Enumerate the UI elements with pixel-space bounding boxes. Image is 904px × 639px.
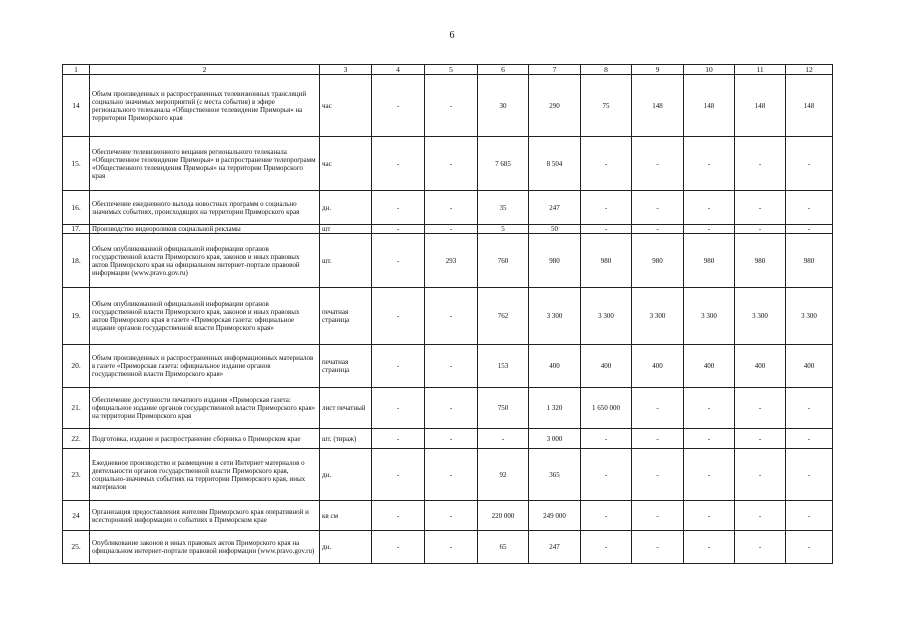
row-value: 8 504 — [529, 137, 581, 191]
row-value: 148 — [786, 75, 833, 137]
row-number: 19. — [63, 288, 90, 345]
row-number: 25. — [63, 531, 90, 564]
row-value: - — [425, 75, 478, 137]
page-number: 6 — [449, 30, 455, 41]
row-unit: час — [320, 137, 372, 191]
table-row — [63, 75, 833, 137]
row-value: 980 — [735, 234, 786, 288]
row-value: 75 — [581, 75, 632, 137]
row-value: 65 — [478, 531, 529, 564]
row-value: 365 — [529, 449, 581, 501]
row-description: Опубликование законов и иных правовых актов Приморского края на официальном интернет-портале правовой информации (www.pravo.gov.ru) — [90, 531, 320, 564]
row-value: - — [372, 449, 425, 501]
row-value: - — [425, 225, 478, 234]
row-description: Производство видеороликов социальной рекламы — [90, 225, 320, 234]
row-value: 3 300 — [684, 288, 735, 345]
row-value: - — [581, 501, 632, 531]
row-value: 1 320 — [529, 388, 581, 429]
row-number: 15. — [63, 137, 90, 191]
row-value: 750 — [478, 388, 529, 429]
row-value: 247 — [529, 191, 581, 225]
row-number: 21. — [63, 388, 90, 429]
row-value: - — [735, 501, 786, 531]
row-value: - — [478, 429, 529, 449]
table-row — [63, 388, 833, 429]
row-value: - — [372, 388, 425, 429]
row-value: - — [581, 137, 632, 191]
row-value: 148 — [735, 75, 786, 137]
row-value: - — [684, 191, 735, 225]
row-unit: шт. (тираж) — [320, 429, 372, 449]
row-value: 30 — [478, 75, 529, 137]
header-row — [63, 65, 833, 75]
row-number: 24 — [63, 501, 90, 531]
row-unit: час — [320, 75, 372, 137]
row-value: - — [786, 429, 833, 449]
column-header: 9 — [632, 65, 684, 75]
row-description: Подготовка, издание и распространение сборника о Приморском крае — [90, 429, 320, 449]
row-unit: дн. — [320, 531, 372, 564]
table-row — [63, 449, 833, 501]
row-value: - — [425, 501, 478, 531]
row-value: - — [786, 531, 833, 564]
row-description: Объем произведенных и распространенных телевизионных трансляций социально значимых мероприятий (с места события) в эфире регионального телеканала «Общественное телевидение Приморья» на территории Приморского края — [90, 75, 320, 137]
row-description: Объем опубликованной официальной информации органов государственной власти Приморского края, законов и иных правовых актов Приморского края на официальном интернет-портале правовой информации (www.pravo.gov.ru) — [90, 234, 320, 288]
row-value: 247 — [529, 531, 581, 564]
row-value: - — [735, 225, 786, 234]
row-value: - — [786, 388, 833, 429]
row-value: 220 000 — [478, 501, 529, 531]
row-value: 50 — [529, 225, 581, 234]
row-value: 400 — [786, 345, 833, 388]
row-number: 16. — [63, 191, 90, 225]
row-description: Объем опубликованной официальной информации органов государственной власти Приморского края, законов и иных правовых актов Приморского края в газете «Приморская газета: официальное издание органов государственной власти Приморского края» — [90, 288, 320, 345]
row-value: 3 300 — [786, 288, 833, 345]
row-value: 980 — [581, 234, 632, 288]
row-value: 7 685 — [478, 137, 529, 191]
row-value: - — [684, 225, 735, 234]
table-row — [63, 429, 833, 449]
column-header: 6 — [478, 65, 529, 75]
row-value: - — [425, 429, 478, 449]
row-value: - — [581, 531, 632, 564]
row-description: Ежедневное производство и размещение в сети Интернет материалов о деятельности органов государственной власти Приморского края, социально-значимых событиях на территории Приморского края, иных материалов — [90, 449, 320, 501]
row-value: - — [425, 388, 478, 429]
row-value: - — [581, 449, 632, 501]
row-number: 18. — [63, 234, 90, 288]
row-value: 148 — [684, 75, 735, 137]
row-value: - — [425, 345, 478, 388]
table-row — [63, 234, 833, 288]
row-value: 400 — [581, 345, 632, 388]
row-value: - — [735, 388, 786, 429]
row-value: 3 300 — [632, 288, 684, 345]
row-number: 22. — [63, 429, 90, 449]
row-value: 5 — [478, 225, 529, 234]
row-value: 400 — [632, 345, 684, 388]
row-value: 980 — [786, 234, 833, 288]
row-description: Обеспечение доступности печатного издания «Приморская газета: официальное издание органов государственной власти Приморского края» на территории Приморского края — [90, 388, 320, 429]
row-value: - — [425, 449, 478, 501]
column-header: 8 — [581, 65, 632, 75]
row-value: - — [372, 288, 425, 345]
row-value: - — [632, 137, 684, 191]
row-value: - — [372, 531, 425, 564]
row-value: - — [581, 225, 632, 234]
row-value: 249 000 — [529, 501, 581, 531]
row-value: 400 — [684, 345, 735, 388]
row-value: - — [425, 288, 478, 345]
row-value: 762 — [478, 288, 529, 345]
row-value: 400 — [529, 345, 581, 388]
row-value: - — [735, 531, 786, 564]
row-value: - — [425, 191, 478, 225]
table-row — [63, 137, 833, 191]
row-value: - — [372, 137, 425, 191]
row-number: 23. — [63, 449, 90, 501]
table-row — [63, 501, 833, 531]
column-header: 1 — [63, 65, 90, 75]
column-header: 2 — [90, 65, 320, 75]
row-value: - — [372, 225, 425, 234]
row-unit: дн. — [320, 449, 372, 501]
row-value: - — [425, 531, 478, 564]
row-value: - — [632, 501, 684, 531]
row-value: 293 — [425, 234, 478, 288]
row-number: 17. — [63, 225, 90, 234]
row-value: 3 300 — [529, 288, 581, 345]
row-number: 14 — [63, 75, 90, 137]
table-row — [63, 345, 833, 388]
row-value: - — [786, 501, 833, 531]
row-value: - — [684, 501, 735, 531]
row-value: - — [425, 137, 478, 191]
row-value: 400 — [735, 345, 786, 388]
row-value: 1 650 000 — [581, 388, 632, 429]
row-value: - — [786, 449, 833, 501]
row-description: Обеспечение ежедневного выхода новостных программ о социально значимых событиях, происходящих на территории Приморского края — [90, 191, 320, 225]
row-description: Обеспечение телевизионного вещания регионального телеканала «Общественное телевидение Приморья» и распространение телепрограмм «Общественного телевидения Приморья» на территории Приморского края — [90, 137, 320, 191]
row-value: - — [372, 75, 425, 137]
row-value: - — [632, 449, 684, 501]
row-value: - — [735, 449, 786, 501]
row-unit: дн. — [320, 191, 372, 225]
column-header: 12 — [786, 65, 833, 75]
column-header: 11 — [735, 65, 786, 75]
row-value: - — [632, 388, 684, 429]
row-value: 3 000 — [529, 429, 581, 449]
row-number: 20. — [63, 345, 90, 388]
row-value: 760 — [478, 234, 529, 288]
row-value: - — [372, 501, 425, 531]
row-value: - — [632, 429, 684, 449]
row-value: - — [581, 191, 632, 225]
row-value: - — [372, 191, 425, 225]
row-value: 153 — [478, 345, 529, 388]
row-description: Объем произведенных и распространенных информационных материалов в газете «Приморская газета: официальное издание органов государственной власти Приморского края» — [90, 345, 320, 388]
row-value: - — [372, 234, 425, 288]
row-value: - — [684, 531, 735, 564]
row-value: - — [632, 225, 684, 234]
column-header: 3 — [320, 65, 372, 75]
row-value: 3 300 — [581, 288, 632, 345]
row-value: - — [632, 191, 684, 225]
table-row — [63, 531, 833, 564]
row-unit: шт — [320, 225, 372, 234]
table-row — [63, 191, 833, 225]
row-value: - — [786, 137, 833, 191]
row-value: 290 — [529, 75, 581, 137]
row-unit: лист печатный — [320, 388, 372, 429]
row-value: - — [684, 137, 735, 191]
row-value: 148 — [632, 75, 684, 137]
table-row — [63, 288, 833, 345]
row-value: - — [786, 191, 833, 225]
row-value: - — [684, 429, 735, 449]
row-value: 980 — [529, 234, 581, 288]
column-header: 5 — [425, 65, 478, 75]
row-value: - — [684, 388, 735, 429]
row-value: - — [735, 137, 786, 191]
column-header: 7 — [529, 65, 581, 75]
row-value: - — [581, 429, 632, 449]
row-value: 980 — [684, 234, 735, 288]
row-value: - — [372, 429, 425, 449]
row-unit: кв см — [320, 501, 372, 531]
row-unit: печатная страница — [320, 345, 372, 388]
row-value: 3 300 — [735, 288, 786, 345]
row-value: 35 — [478, 191, 529, 225]
column-header: 10 — [684, 65, 735, 75]
row-value: - — [735, 191, 786, 225]
row-description: Организация предоставления жителям Приморского края оперативной и всесторонней информации о событиях в Приморском крае — [90, 501, 320, 531]
row-value: - — [735, 429, 786, 449]
row-value: 980 — [632, 234, 684, 288]
row-unit: печатная страница — [320, 288, 372, 345]
column-header: 4 — [372, 65, 425, 75]
row-value: - — [786, 225, 833, 234]
row-value: - — [372, 345, 425, 388]
row-value: - — [684, 449, 735, 501]
indicators-table — [62, 64, 833, 564]
row-value: - — [632, 531, 684, 564]
row-unit: шт. — [320, 234, 372, 288]
row-value: 92 — [478, 449, 529, 501]
table-row — [63, 225, 833, 234]
